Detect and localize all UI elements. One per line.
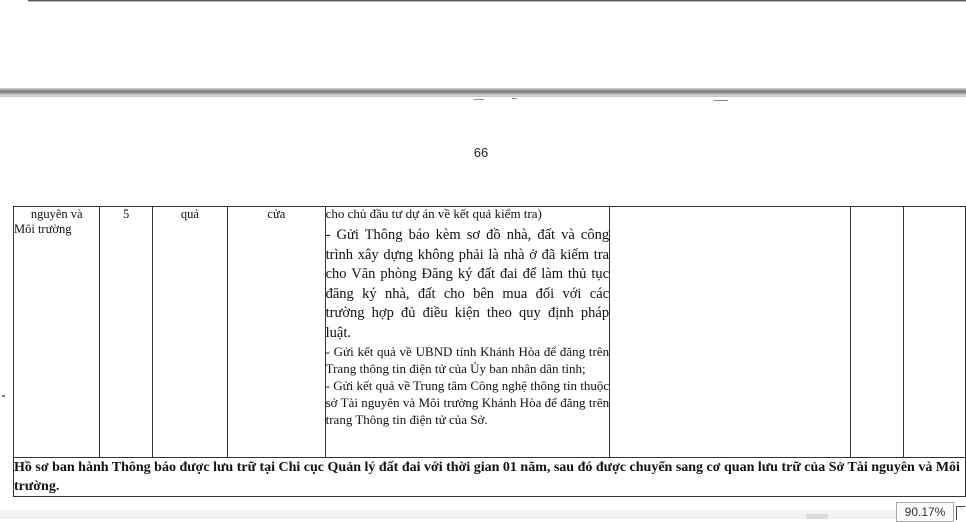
page-separator-edge — [0, 96, 966, 97]
content-paragraph: - Gửi kết quả về Trung tâm Công nghệ thông tin thuộc sở Tài nguyên và Môi trường Khánh Hòa để đăng trên trang Thông tin điện tử của Sở. — [325, 378, 610, 427]
table-footer-row — [14, 458, 966, 497]
result-cell: quả — [152, 207, 227, 458]
viewer-bottom-bar — [0, 510, 900, 519]
empty-cell — [610, 207, 851, 458]
agency-line-1: nguyên và — [30, 207, 83, 221]
table-row — [14, 207, 966, 458]
page-number: 66 — [473, 145, 489, 160]
scan-mark — [2, 395, 5, 397]
scan-speck — [512, 98, 517, 99]
resize-corner-icon — [956, 506, 965, 520]
content-paragraph: cho chủ đầu tư dự án về kết quả kiểm tra) — [325, 206, 542, 221]
content-paragraph: - Gửi Thông báo kèm sơ đồ nhà, đất và công trình xây dựng không phải là nhà ở đã kiểm tra cho Văn phòng Đăng ký đất đai để làm thủ tục đăng ký nhà, đất cho bên mua đối với các trường hợp đủ điều kiện theo quy định pháp luật. — [325, 227, 610, 341]
footer-note: Hồ sơ ban hành Thông báo được lưu trữ tại Chi cục Quản lý đất đai với thời gian 01 năm, sau đó được chuyển sang cơ quan lưu trữ của Sở Tài nguyên và Môi trường. — [14, 458, 966, 497]
empty-cell — [851, 207, 903, 458]
content-paragraph: - Gửi kết quả về UBND tỉnh Khánh Hòa để đăng trên Trang thông tin điện tử của Ủy ban nhân dân tỉnh; — [325, 344, 610, 376]
scan-speck — [474, 99, 484, 100]
empty-cell — [903, 207, 965, 458]
zoom-level-indicator[interactable]: 90.17% — [896, 502, 954, 522]
procedure-table — [13, 206, 966, 497]
agency-line-2: Môi trường — [14, 222, 72, 236]
content-cell — [325, 207, 609, 458]
days-cell: 5 — [100, 207, 152, 458]
agency-cell — [14, 207, 100, 458]
viewer-bottom-mark — [806, 514, 828, 519]
counter-cell: cửa — [228, 207, 326, 458]
previous-page-bottom-rule-shadow — [28, 1, 966, 2]
scan-speck — [714, 100, 728, 101]
